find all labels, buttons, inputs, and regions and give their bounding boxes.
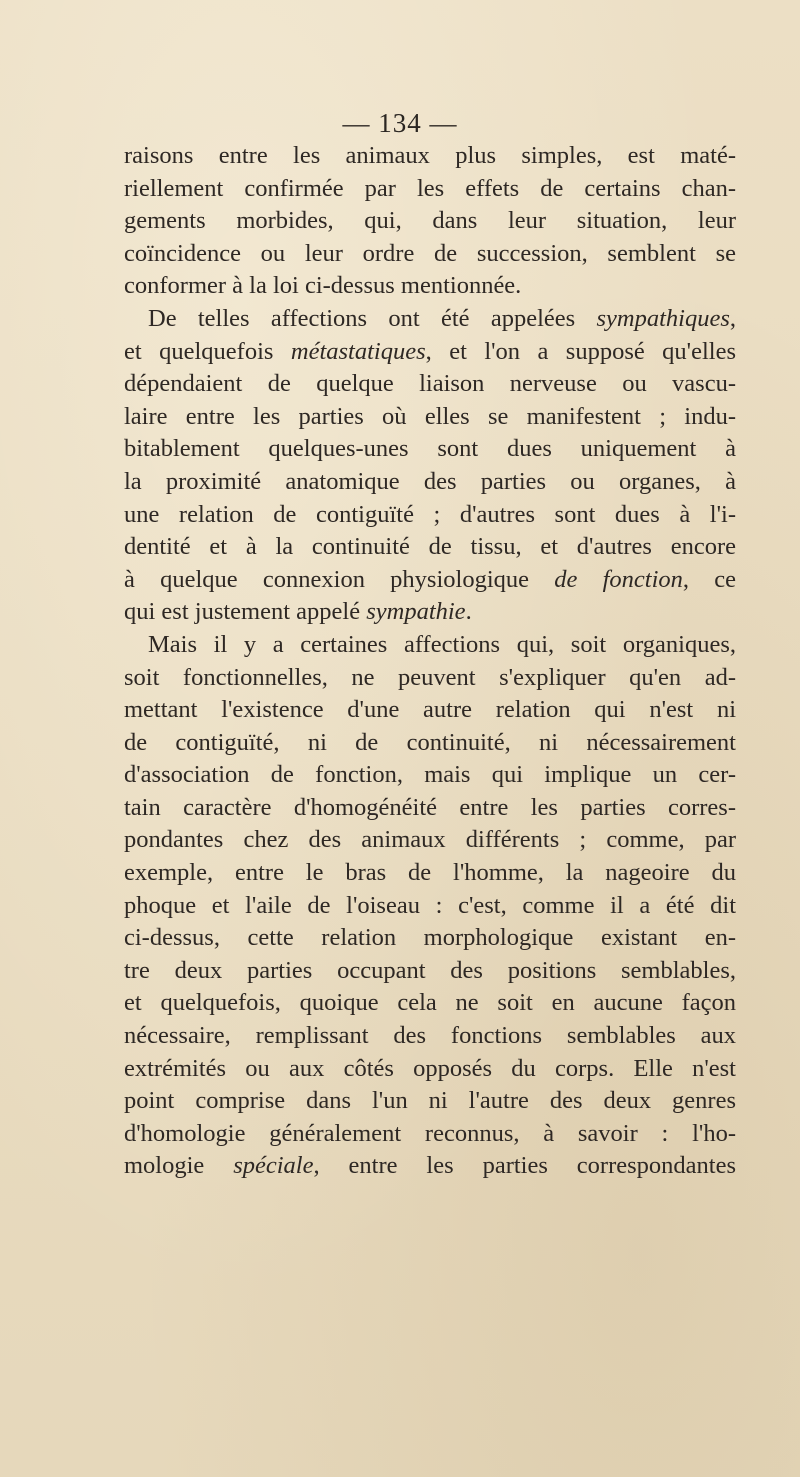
text-segment: nécessaire, remplissant des fonctions semblables aux xyxy=(124,1022,736,1050)
italic-term: spéciale xyxy=(233,1152,314,1180)
text-segment: gements morbides, qui, dans leur situation, leur xyxy=(124,207,736,235)
text-segment: soit fonctionnelles, ne peuvent s'expliquer qu'en ad- xyxy=(124,663,736,691)
text-line xyxy=(124,433,736,466)
text-line xyxy=(124,824,736,857)
text-segment: De telles affections ont été appelées xyxy=(148,304,597,332)
text-segment: dentité et à la continuité de tissu, et d'autres encore xyxy=(124,533,736,561)
text-segment: une relation de contiguïté ; d'autres sont dues à l'i- xyxy=(124,500,736,528)
text-segment: laire entre les parties où elles se manifestent ; indu- xyxy=(124,402,736,430)
text-segment: dépendaient de quelque liaison nerveuse ou vascu- xyxy=(124,370,736,398)
text-line xyxy=(124,466,736,499)
italic-term: sympathie xyxy=(366,598,466,626)
italic-term: métastatiques xyxy=(290,337,426,365)
italic-term: de fonction xyxy=(554,565,683,593)
text-line xyxy=(124,531,736,564)
text-segment: extrémités ou aux côtés opposés du corps. Elle n'est xyxy=(124,1054,736,1082)
text-segment: raisons entre les animaux plus simples, est maté- xyxy=(124,142,736,169)
text-segment: tre deux parties occupant des positions semblables, xyxy=(124,956,736,984)
text-line xyxy=(124,629,736,662)
text-line xyxy=(124,173,736,206)
text-line xyxy=(124,890,736,923)
text-segment: phoque et l'aile de l'oiseau : c'est, comme il a été dit xyxy=(124,891,736,919)
text-segment: de contiguïté, ni de continuité, ni nécessairement xyxy=(124,728,736,756)
text-segment: exemple, entre le bras de l'homme, la nageoire du xyxy=(124,859,736,887)
text-segment: conformer à la loi ci-dessus mentionnée. xyxy=(124,272,522,300)
text-segment: mologie xyxy=(124,1152,234,1180)
text-segment: , xyxy=(729,304,736,332)
text-segment: qui est justement appelé xyxy=(124,598,367,626)
italic-term: sympathiques xyxy=(596,304,730,332)
text-segment: point comprise dans l'un ni l'autre des deux genres xyxy=(124,1087,736,1115)
text-line xyxy=(124,336,736,369)
text-line xyxy=(124,662,736,695)
text-segment: . xyxy=(465,598,472,626)
text-segment: , ce xyxy=(682,565,736,593)
text-line xyxy=(124,1020,736,1053)
text-line xyxy=(124,368,736,401)
text-segment: Mais il y a certaines affections qui, soit organiques, xyxy=(148,630,736,658)
text-line xyxy=(124,1085,736,1118)
text-segment: et quelquefois xyxy=(124,337,291,365)
text-line xyxy=(124,303,736,336)
text-line xyxy=(124,401,736,434)
text-line xyxy=(124,238,736,271)
text-line xyxy=(124,727,736,760)
text-segment: , et l'on a supposé qu'elles xyxy=(425,337,736,365)
text-line xyxy=(124,1150,736,1183)
text-segment: bitablement quelques-unes sont dues uniquement à xyxy=(124,435,736,463)
text-segment: d'homologie généralement reconnus, à savoir : l'ho- xyxy=(124,1119,736,1147)
page-number: — 134 — xyxy=(342,108,458,138)
text-line xyxy=(124,987,736,1020)
text-segment: la proximité anatomique des parties ou organes, à xyxy=(124,467,736,495)
text-line xyxy=(124,759,736,792)
text-segment: tain caractère d'homogénéité entre les parties corres- xyxy=(124,793,736,821)
text-segment: coïncidence ou leur ordre de succession, semblent se xyxy=(124,239,736,267)
text-line xyxy=(124,792,736,825)
text-segment: riellement confirmée par les effets de certains chan- xyxy=(124,174,736,202)
text-segment: et quelquefois, quoique cela ne soit en aucune façon xyxy=(124,989,736,1017)
text-segment: d'association de fonction, mais qui implique un cer- xyxy=(124,761,736,789)
text-segment: mettant l'existence d'une autre relation qui n'est ni xyxy=(124,696,736,724)
text-segment: , entre les parties correspondantes xyxy=(313,1152,736,1180)
text-segment: ci-dessus, cette relation morphologique existant en- xyxy=(124,924,736,952)
text-line xyxy=(124,955,736,988)
text-line xyxy=(124,596,736,629)
body-text xyxy=(124,140,736,1183)
text-line xyxy=(124,205,736,238)
text-line xyxy=(124,499,736,532)
text-line xyxy=(124,922,736,955)
text-segment: à quelque connexion physiologique xyxy=(124,565,555,593)
text-line xyxy=(124,694,736,727)
text-line xyxy=(124,270,736,303)
text-line xyxy=(124,1053,736,1086)
text-line xyxy=(124,140,736,173)
text-line xyxy=(124,857,736,890)
text-line xyxy=(124,564,736,597)
text-segment: pondantes chez des animaux différents ; comme, par xyxy=(124,826,736,854)
text-line xyxy=(124,1118,736,1151)
